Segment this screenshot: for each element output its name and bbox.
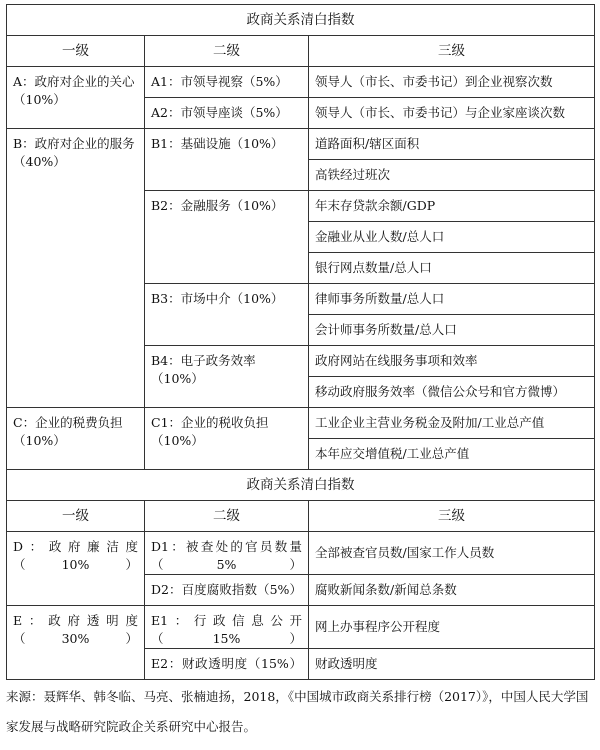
level1-cell: E：政府透明度（30%）	[7, 606, 145, 680]
level3-cell: 本年应交增值税/工业总产值	[309, 439, 595, 470]
level1-cell: B：政府对企业的服务（40%）	[7, 129, 145, 408]
level2-cell: B2：金融服务（10%）	[145, 191, 309, 284]
table-title: 政商关系清白指数	[7, 5, 595, 36]
source-text: 聂辉华、韩冬临、马亮、张楠迪扬，2018，《中国城市政商关系排行榜（2017）》，中国人民大学国家发展与战略研究院政企关系研究中心报告。	[6, 689, 589, 734]
source-label: 来源：	[6, 689, 44, 704]
level3-cell: 金融业从业人数/总人口	[309, 222, 595, 253]
column-header: 三级	[309, 36, 595, 67]
table-row	[7, 67, 595, 98]
level1-cell: D：政府廉洁度（10%）	[7, 532, 145, 606]
level3-cell: 年末存贷款余额/GDP	[309, 191, 595, 222]
level3-cell: 领导人（市长、市委书记）到企业视察次数	[309, 67, 595, 98]
level3-cell: 政府网站在线服务事项和效率	[309, 346, 595, 377]
level3-cell: 财政透明度	[309, 649, 595, 680]
level2-cell: E1：行政信息公开（15%）	[145, 606, 309, 649]
index-table	[6, 4, 595, 680]
level2-cell: B3：市场中介（10%）	[145, 284, 309, 346]
level1-cell: C：企业的税费负担（10%）	[7, 408, 145, 470]
level3-cell: 会计师事务所数量/总人口	[309, 315, 595, 346]
level1-cell: A：政府对企业的关心（10%）	[7, 67, 145, 129]
level2-cell: A1：市领导视察（5%）	[145, 67, 309, 98]
source-note	[6, 682, 594, 742]
column-header: 一级	[7, 501, 145, 532]
level3-cell: 银行网点数量/总人口	[309, 253, 595, 284]
level3-cell: 律师事务所数量/总人口	[309, 284, 595, 315]
column-header: 二级	[145, 501, 309, 532]
table-header-row	[7, 36, 595, 67]
level2-cell: B1：基础设施（10%）	[145, 129, 309, 191]
level2-cell: B4：电子政务效率（10%）	[145, 346, 309, 408]
column-header: 一级	[7, 36, 145, 67]
table-row	[7, 606, 595, 649]
level2-cell: C1：企业的税收负担（10%）	[145, 408, 309, 470]
table-title-row	[7, 470, 595, 501]
level3-cell: 领导人（市长、市委书记）与企业家座谈次数	[309, 98, 595, 129]
column-header: 三级	[309, 501, 595, 532]
level3-cell: 全部被查官员数/国家工作人员数	[309, 532, 595, 575]
index-table-body	[7, 5, 595, 680]
level3-cell: 工业企业主营业务税金及附加/工业总产值	[309, 408, 595, 439]
level2-cell: D2：百度腐败指数（5%）	[145, 575, 309, 606]
level2-cell: E2：财政透明度（15%）	[145, 649, 309, 680]
level2-cell: D1：被查处的官员数量（5%）	[145, 532, 309, 575]
table-row	[7, 408, 595, 439]
table-title-row	[7, 5, 595, 36]
table-row	[7, 129, 595, 160]
table-row	[7, 532, 595, 575]
level3-cell: 高铁经过班次	[309, 160, 595, 191]
level3-cell: 道路面积/辖区面积	[309, 129, 595, 160]
level2-cell: A2：市领导座谈（5%）	[145, 98, 309, 129]
table-title: 政商关系清白指数	[7, 470, 595, 501]
column-header: 二级	[145, 36, 309, 67]
level3-cell: 移动政府服务效率（微信公众号和官方微博）	[309, 377, 595, 408]
table-header-row	[7, 501, 595, 532]
level3-cell: 网上办事程序公开程度	[309, 606, 595, 649]
level3-cell: 腐败新闻条数/新闻总条数	[309, 575, 595, 606]
